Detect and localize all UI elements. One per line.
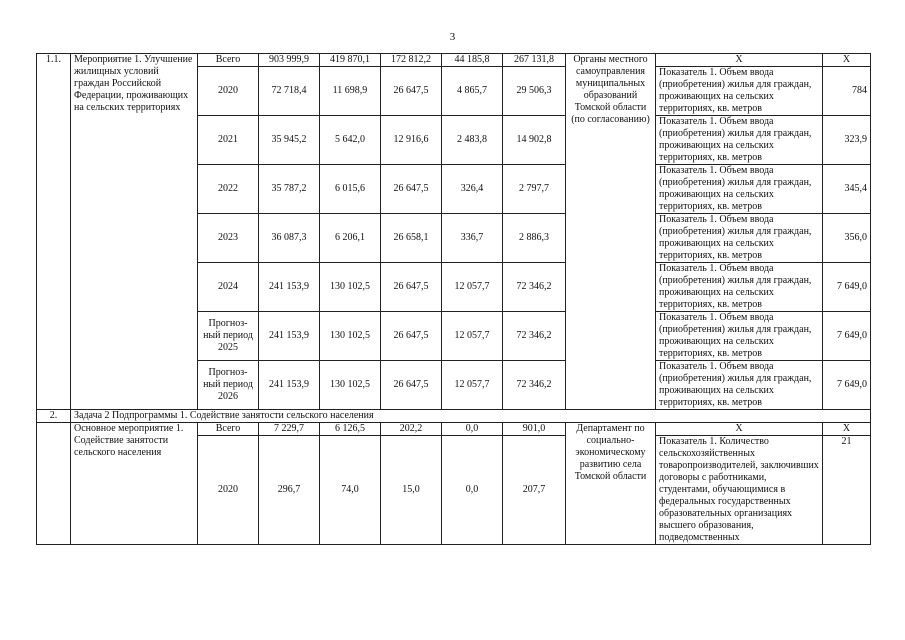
indicator-cell: Показатель 1. Объем ввода (приобретения) жилья для граждан, проживающих на сельских территориях, кв. метров xyxy=(656,214,823,263)
value-cell: 12 057,7 xyxy=(442,312,503,361)
indicator-cell: Показатель 1. Объем ввода (приобретения) жилья для граждан, проживающих на сельских территориях, кв. метров xyxy=(656,116,823,165)
value-cell: 11 698,9 xyxy=(320,67,381,116)
value-cell: 903 999,9 xyxy=(259,54,320,67)
indicator-cell: Показатель 1. Объем ввода (приобретения) жилья для граждан, проживающих на сельских территориях, кв. метров xyxy=(656,67,823,116)
value-cell: 901,0 xyxy=(503,423,566,436)
row-number xyxy=(37,423,71,545)
value-cell: 12 916,6 xyxy=(381,116,442,165)
value-cell: 0,0 xyxy=(442,436,503,545)
value-cell: 267 131,8 xyxy=(503,54,566,67)
indicator-value: 784 xyxy=(823,67,871,116)
value-cell: 44 185,8 xyxy=(442,54,503,67)
value-cell: 15,0 xyxy=(381,436,442,545)
indicator-value: 323,9 xyxy=(823,116,871,165)
indicator-cell: Показатель 1. Объем ввода (приобретения) жилья для граждан, проживающих на сельских территориях, кв. метров xyxy=(656,263,823,312)
measure-name: Основное мероприятие 1. Содействие занятости сельского населения xyxy=(71,423,198,545)
year-cell: 2020 xyxy=(198,67,259,116)
value-cell: 7 229,7 xyxy=(259,423,320,436)
value-cell: 241 153,9 xyxy=(259,263,320,312)
indicator-value: 7 649,0 xyxy=(823,361,871,410)
value-cell: 130 102,5 xyxy=(320,263,381,312)
table-row xyxy=(37,410,871,423)
value-cell: 207,7 xyxy=(503,436,566,545)
value-cell: 241 153,9 xyxy=(259,312,320,361)
value-cell: 130 102,5 xyxy=(320,361,381,410)
table-row xyxy=(37,54,871,67)
value-cell: 241 153,9 xyxy=(259,361,320,410)
indicator-cell: Х xyxy=(656,423,823,436)
value-cell: 36 087,3 xyxy=(259,214,320,263)
value-cell: 296,7 xyxy=(259,436,320,545)
indicator-cell: Показатель 1. Объем ввода (приобретения) жилья для граждан, проживающих на сельских территориях, кв. метров xyxy=(656,361,823,410)
value-cell: 419 870,1 xyxy=(320,54,381,67)
value-cell: 6 206,1 xyxy=(320,214,381,263)
page-number: 3 xyxy=(449,31,456,43)
year-cell: 2021 xyxy=(198,116,259,165)
value-cell: 4 865,7 xyxy=(442,67,503,116)
value-cell: 5 642,0 xyxy=(320,116,381,165)
indicator-cell: Показатель 1. Объем ввода (приобретения) жилья для граждан, проживающих на сельских территориях, кв. метров xyxy=(656,165,823,214)
value-cell: 2 483,8 xyxy=(442,116,503,165)
value-cell: 74,0 xyxy=(320,436,381,545)
executor-cell: Органы местного самоуправления муниципальных образований Томской области (по согласованию) xyxy=(566,54,656,410)
indicator-value: 21 xyxy=(823,436,871,545)
value-cell: 26 658,1 xyxy=(381,214,442,263)
value-cell: 6 015,6 xyxy=(320,165,381,214)
year-cell: 2020 xyxy=(198,436,259,545)
indicator-value: 356,0 xyxy=(823,214,871,263)
year-cell: 2023 xyxy=(198,214,259,263)
value-cell: 72 718,4 xyxy=(259,67,320,116)
value-cell: 12 057,7 xyxy=(442,263,503,312)
year-cell: Прогноз-ный период 2025 xyxy=(198,312,259,361)
indicator-cell: Х xyxy=(656,54,823,67)
indicator-value: Х xyxy=(823,423,871,436)
row-number: 2. xyxy=(37,410,71,423)
value-cell: 326,4 xyxy=(442,165,503,214)
value-cell: 26 647,5 xyxy=(381,361,442,410)
value-cell: 72 346,2 xyxy=(503,263,566,312)
program-table xyxy=(36,53,871,545)
value-cell: 172 812,2 xyxy=(381,54,442,67)
value-cell: 72 346,2 xyxy=(503,361,566,410)
value-cell: 35 787,2 xyxy=(259,165,320,214)
value-cell: 29 506,3 xyxy=(503,67,566,116)
value-cell: 0,0 xyxy=(442,423,503,436)
year-cell: Всего xyxy=(198,54,259,67)
indicator-cell: Показатель 1. Количество сельскохозяйственных товаропроизводителей, заключивших договоры с работниками, студентами, обучающимися в федеральных государственных образовательных организациях высшего образования, подведомственных xyxy=(656,436,823,545)
value-cell: 26 647,5 xyxy=(381,312,442,361)
executor-cell: Департамент по социально-экономическому развитию села Томской области xyxy=(566,423,656,545)
indicator-value: 7 649,0 xyxy=(823,263,871,312)
row-number: 1.1. xyxy=(37,54,71,410)
value-cell: 12 057,7 xyxy=(442,361,503,410)
value-cell: 2 797,7 xyxy=(503,165,566,214)
value-cell: 2 886,3 xyxy=(503,214,566,263)
year-cell: 2022 xyxy=(198,165,259,214)
value-cell: 130 102,5 xyxy=(320,312,381,361)
measure-name: Мероприятие 1. Улучшение жилищных условий граждан Российской Федерации, проживающих на сельских территориях xyxy=(71,54,198,410)
indicator-value: 7 649,0 xyxy=(823,312,871,361)
year-cell: 2024 xyxy=(198,263,259,312)
value-cell: 26 647,5 xyxy=(381,67,442,116)
value-cell: 6 126,5 xyxy=(320,423,381,436)
value-cell: 202,2 xyxy=(381,423,442,436)
value-cell: 72 346,2 xyxy=(503,312,566,361)
value-cell: 336,7 xyxy=(442,214,503,263)
indicator-value: 345,4 xyxy=(823,165,871,214)
year-cell: Всего xyxy=(198,423,259,436)
value-cell: 35 945,2 xyxy=(259,116,320,165)
year-cell: Прогноз-ный период 2026 xyxy=(198,361,259,410)
indicator-value: Х xyxy=(823,54,871,67)
task-title: Задача 2 Подпрограммы 1. Содействие занятости сельского населения xyxy=(71,410,871,423)
table-row xyxy=(37,423,871,436)
value-cell: 14 902,8 xyxy=(503,116,566,165)
value-cell: 26 647,5 xyxy=(381,263,442,312)
indicator-cell: Показатель 1. Объем ввода (приобретения) жилья для граждан, проживающих на сельских территориях, кв. метров xyxy=(656,312,823,361)
value-cell: 26 647,5 xyxy=(381,165,442,214)
